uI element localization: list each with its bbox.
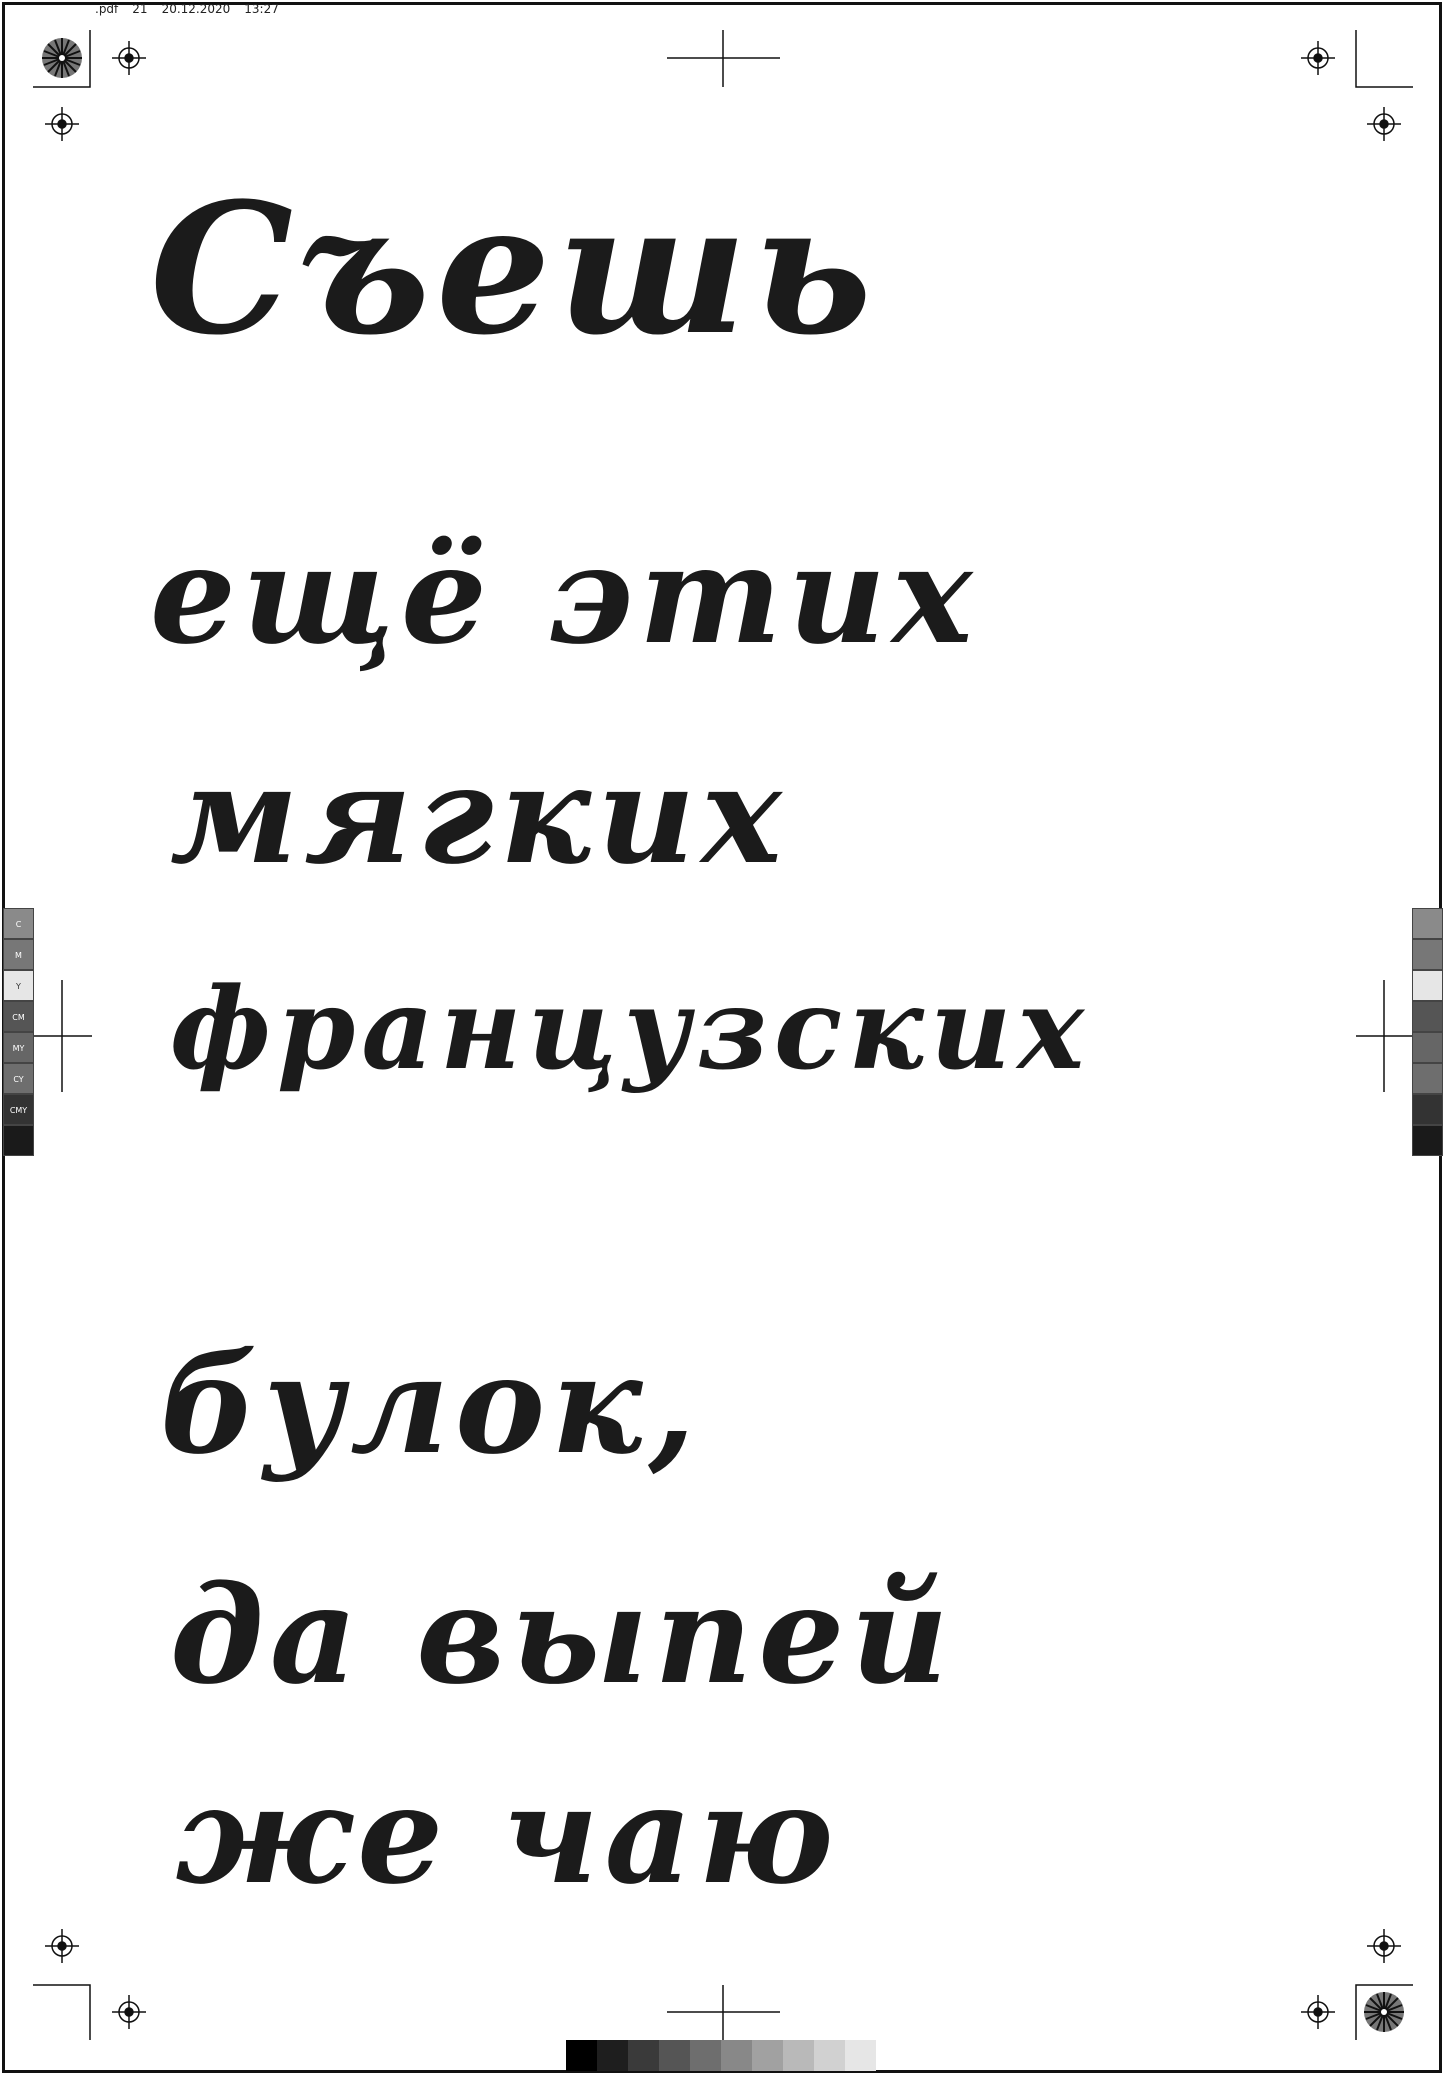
- poem-line: Съешь: [150, 164, 878, 375]
- slug-page: 21: [132, 2, 148, 16]
- color-patch: Y: [3, 970, 34, 1001]
- poem-line: французских: [170, 964, 1091, 1095]
- slug-time: 13:27: [244, 2, 279, 16]
- slug-date: 20.12.2020: [161, 2, 231, 16]
- poem-line: мягких: [170, 735, 788, 894]
- poem-line: ещё этих: [150, 515, 979, 674]
- color-patch: C: [3, 908, 34, 939]
- color-patch: M: [3, 939, 34, 970]
- poem-line: же чаю: [175, 1755, 840, 1914]
- color-patch: MY: [3, 1032, 34, 1063]
- color-patch: CM: [3, 1001, 34, 1032]
- color-patch: CMY: [3, 1094, 34, 1125]
- poem-line: да выпей: [170, 1555, 955, 1714]
- color-patch: CY: [3, 1063, 34, 1094]
- slug-file: .pdf: [95, 2, 119, 16]
- poem-line: булок,: [160, 1325, 702, 1484]
